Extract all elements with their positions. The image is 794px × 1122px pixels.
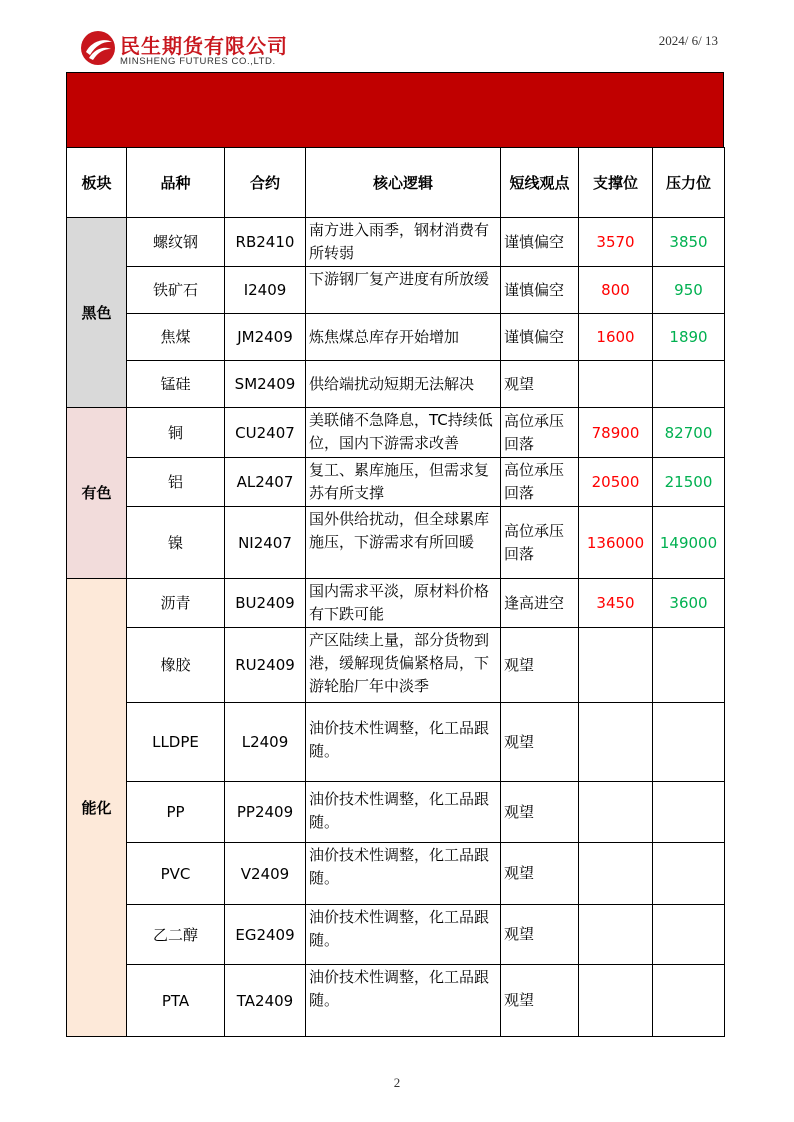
report-date: 2024/ 6/ 13 <box>658 33 718 48</box>
view-cell: 观望 <box>501 965 579 1037</box>
resistance-cell: 950 <box>653 267 725 314</box>
header-view: 短线观点 <box>501 148 579 218</box>
company-logo <box>80 28 320 70</box>
view-cell: 谨慎偏空 <box>501 314 579 361</box>
resistance-cell: 3600 <box>653 579 725 628</box>
variety-cell: 螺纹钢 <box>127 218 225 267</box>
logic-cell: 下游钢厂复产进度有所放缓 <box>306 267 501 314</box>
resistance-cell <box>653 843 725 905</box>
support-cell: 136000 <box>579 507 653 579</box>
contract-cell: PP2409 <box>225 782 306 843</box>
logic-cell: 供给端扰动短期无法解决 <box>306 361 501 408</box>
view-cell: 高位承压回落 <box>501 507 579 579</box>
variety-cell: 橡胶 <box>127 628 225 703</box>
support-cell <box>579 905 653 965</box>
contract-cell: L2409 <box>225 703 306 782</box>
logic-cell: 油价技术性调整，化工品跟随。 <box>306 703 501 782</box>
table-row <box>67 905 725 965</box>
contract-cell: I2409 <box>225 267 306 314</box>
support-cell: 78900 <box>579 408 653 458</box>
logic-cell: 产区陆续上量，部分货物到港，缓解现货偏紧格局，下游轮胎厂年中淡季 <box>306 628 501 703</box>
title-banner <box>66 72 724 147</box>
table-row <box>67 408 725 458</box>
variety-cell: 铁矿石 <box>127 267 225 314</box>
view-cell: 观望 <box>501 782 579 843</box>
logic-cell: 油价技术性调整，化工品跟随。 <box>306 782 501 843</box>
resistance-cell <box>653 782 725 843</box>
header-resistance: 压力位 <box>653 148 725 218</box>
logic-cell: 国内需求平淡，原材料价格有下跌可能 <box>306 579 501 628</box>
variety-cell: PTA <box>127 965 225 1037</box>
view-cell: 观望 <box>501 361 579 408</box>
header-support: 支撑位 <box>579 148 653 218</box>
table-row <box>67 782 725 843</box>
contract-cell: TA2409 <box>225 965 306 1037</box>
view-cell: 观望 <box>501 703 579 782</box>
page-number: 2 <box>393 1075 401 1090</box>
contract-cell: V2409 <box>225 843 306 905</box>
variety-cell: 锰硅 <box>127 361 225 408</box>
support-cell: 20500 <box>579 458 653 507</box>
resistance-cell: 149000 <box>653 507 725 579</box>
view-cell: 谨慎偏空 <box>501 267 579 314</box>
support-cell: 3450 <box>579 579 653 628</box>
resistance-cell <box>653 905 725 965</box>
view-cell: 观望 <box>501 843 579 905</box>
table-row <box>67 314 725 361</box>
support-cell <box>579 965 653 1037</box>
contract-cell: JM2409 <box>225 314 306 361</box>
contract-cell: RU2409 <box>225 628 306 703</box>
logic-cell: 美联储不急降息，TC持续低位，国内下游需求改善 <box>306 408 501 458</box>
support-cell: 800 <box>579 267 653 314</box>
view-cell: 高位承压回落 <box>501 458 579 507</box>
sector-cell-nonferrous: 有色 <box>67 408 127 579</box>
logic-cell: 南方进入雨季，钢材消费有所转弱 <box>306 218 501 267</box>
contract-cell: CU2407 <box>225 408 306 458</box>
contract-cell: SM2409 <box>225 361 306 408</box>
table-row <box>67 965 725 1037</box>
company-name-en: MINSHENG FUTURES CO.,LTD. <box>120 56 276 67</box>
contract-cell: EG2409 <box>225 905 306 965</box>
table-row <box>67 843 725 905</box>
sector-cell-black: 黑色 <box>67 218 127 408</box>
resistance-cell <box>653 361 725 408</box>
table-row <box>67 361 725 408</box>
support-cell <box>579 703 653 782</box>
logic-cell: 国外供给扰动，但全球累库施压，下游需求有所回暖 <box>306 507 501 579</box>
variety-cell: 铜 <box>127 408 225 458</box>
view-cell: 高位承压回落 <box>501 408 579 458</box>
variety-cell: PP <box>127 782 225 843</box>
support-cell: 3570 <box>579 218 653 267</box>
view-cell: 观望 <box>501 628 579 703</box>
resistance-cell <box>653 628 725 703</box>
table-row <box>67 703 725 782</box>
support-cell <box>579 628 653 703</box>
variety-cell: LLDPE <box>127 703 225 782</box>
strategy-table <box>66 147 725 1037</box>
resistance-cell <box>653 965 725 1037</box>
table-row <box>67 579 725 628</box>
support-cell: 1600 <box>579 314 653 361</box>
variety-cell: 沥青 <box>127 579 225 628</box>
contract-cell: AL2407 <box>225 458 306 507</box>
table-row <box>67 267 725 314</box>
variety-cell: PVC <box>127 843 225 905</box>
header-sector: 板块 <box>67 148 127 218</box>
resistance-cell: 82700 <box>653 408 725 458</box>
table-header-row <box>67 148 725 218</box>
support-cell <box>579 843 653 905</box>
logic-cell: 油价技术性调整，化工品跟随。 <box>306 843 501 905</box>
logic-cell: 油价技术性调整，化工品跟随。 <box>306 905 501 965</box>
resistance-cell <box>653 703 725 782</box>
resistance-cell: 3850 <box>653 218 725 267</box>
minsheng-logo-icon <box>80 30 116 66</box>
variety-cell: 铝 <box>127 458 225 507</box>
variety-cell: 镍 <box>127 507 225 579</box>
header-logic: 核心逻辑 <box>306 148 501 218</box>
variety-cell: 乙二醇 <box>127 905 225 965</box>
contract-cell: BU2409 <box>225 579 306 628</box>
resistance-cell: 21500 <box>653 458 725 507</box>
table-row <box>67 218 725 267</box>
support-cell <box>579 782 653 843</box>
support-cell <box>579 361 653 408</box>
resistance-cell: 1890 <box>653 314 725 361</box>
logic-cell: 复工、累库施压，但需求复苏有所支撑 <box>306 458 501 507</box>
variety-cell: 焦煤 <box>127 314 225 361</box>
header-contract: 合约 <box>225 148 306 218</box>
header-variety: 品种 <box>127 148 225 218</box>
table-row <box>67 458 725 507</box>
table-row <box>67 507 725 579</box>
sector-cell-energy: 能化 <box>67 579 127 1037</box>
view-cell: 逢高进空 <box>501 579 579 628</box>
company-name-cn: 民生期货有限公司 <box>120 34 288 58</box>
view-cell: 谨慎偏空 <box>501 218 579 267</box>
contract-cell: NI2407 <box>225 507 306 579</box>
table-row <box>67 628 725 703</box>
contract-cell: RB2410 <box>225 218 306 267</box>
logic-cell: 炼焦煤总库存开始增加 <box>306 314 501 361</box>
logic-cell: 油价技术性调整，化工品跟随。 <box>306 965 501 1037</box>
view-cell: 观望 <box>501 905 579 965</box>
